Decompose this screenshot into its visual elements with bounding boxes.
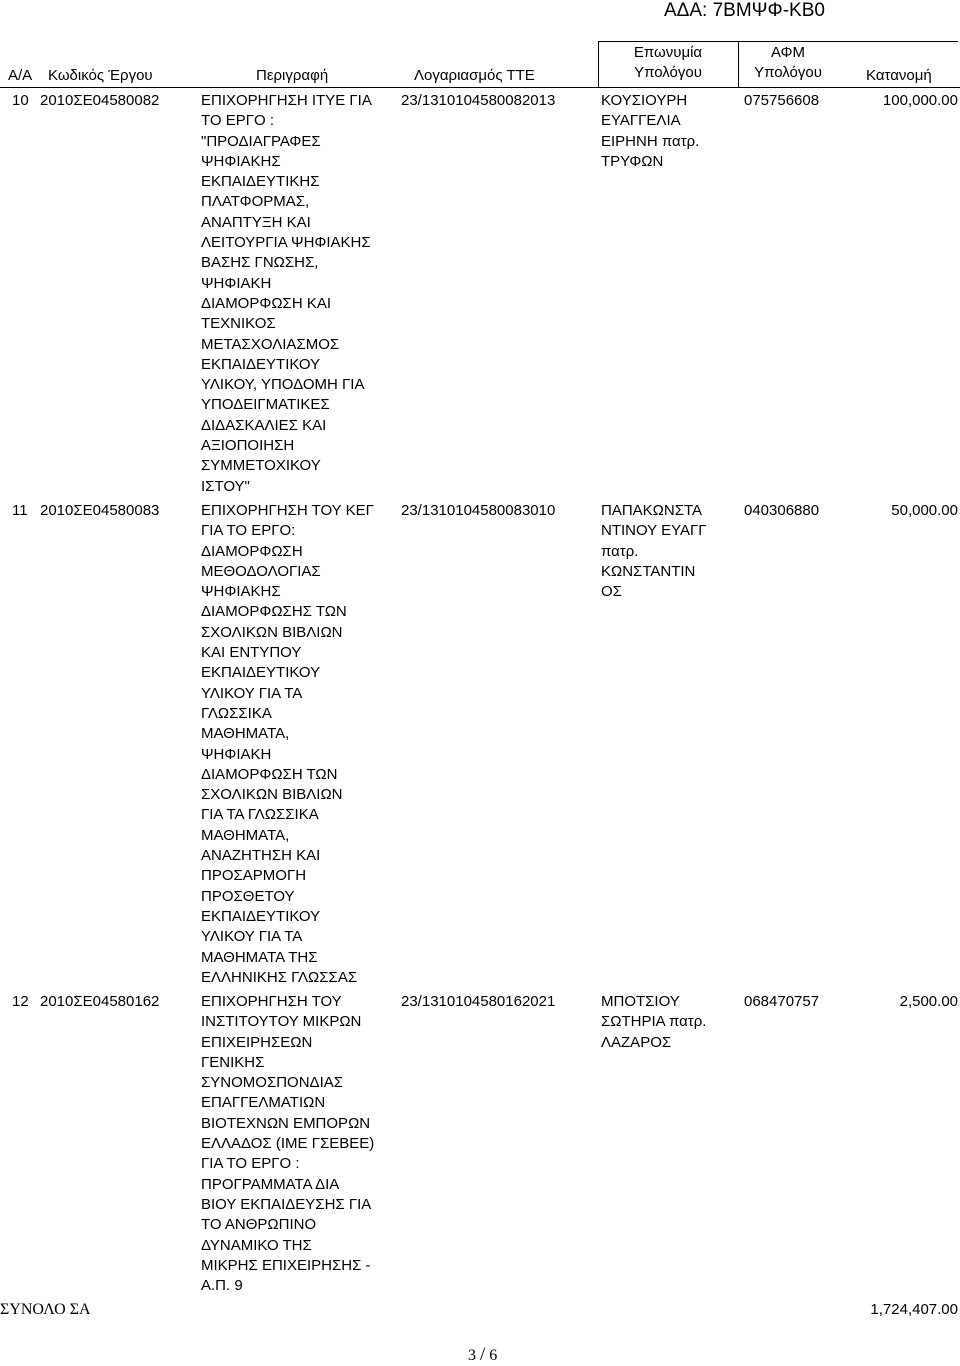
row-12-amount: 2,500.00 [899,993,958,1010]
row-11-amount: 50,000.00 [891,502,958,519]
row-10-code: 2010ΣΕ04580082 [40,92,160,109]
page-current: 3 [468,1347,476,1364]
header-afm-line2: Υπολόγου [754,64,822,81]
row-12-afm: 068470757 [744,993,820,1010]
header-bottom-rule [0,87,960,88]
page-total: 6 [489,1347,498,1364]
ada-code: ΑΔΑ: 7ΒΜΨΦ-ΚΒ0 [664,0,825,21]
row-12-account: 23/1310104580162021 [401,993,556,1010]
row-10-description: ΕΠΙΧΟΡΗΓΗΣΗ ΙΤΥΕ ΓΙΑ ΤΟ ΕΡΓΟ : "ΠΡΟΔΙΑΓΡΑΦΕΣ ΨΗΦΙΑΚΗΣ ΕΚΠΑΙΔΕΥΤΙΚΗΣ ΠΛΑΤΦΟΡΜΑΣ, ΑΝΑΠΤΥΞΗ ΚΑΙ ΛΕΙΤΟΥΡΓΙΑ ΨΗΦΙΑΚΗΣ ΒΑΣΗΣ ΓΝΩΣΗΣ, ΨΗΦΙΑΚΗ ΔΙΑΜΟΡΦΩΣΗ ΚΑΙ ΤΕΧΝΙΚΟΣ ΜΕΤΑΣΧΟΛΙΑΣΜΟΣ ΕΚΠΑΙΔΕΥΤΙΚΟΥ ΥΛΙΚΟΥ, ΥΠΟΔΟΜΗ ΓΙΑ ΥΠΟΔΕΙΓΜΑΤΙΚΕΣ ΔΙΔΑΣΚΑΛΙΕΣ ΚΑΙ ΑΞΙΟΠΟΙΗΣΗ ΣΥΜΜΕΤΟΧΙΚΟΥ ΙΣΤΟΥ" [201,92,372,495]
header-divider-right [738,41,739,88]
row-10-amount: 100,000.00 [882,92,958,109]
row-12-aa: 12 [12,993,29,1010]
row-10-name: ΚΟΥΣΙΟΥΡΗ ΕΥΑΓΓΕΛΙΑ ΕΙΡΗΝΗ πατρ. ΤΡΥΦΩΝ [601,92,700,170]
header-afm [740,43,836,83]
row-10-afm: 075756608 [744,92,820,109]
header-account: Λογαριασμός ΤΤΕ [414,67,535,84]
row-11-account: 23/1310104580083010 [401,502,556,519]
header-aa: Α/Α [8,67,33,84]
row-10-aa: 10 [12,92,29,109]
row-11-description: ΕΠΙΧΟΡΗΓΗΣΗ ΤΟΥ ΚΕΓ ΓΙΑ ΤΟ ΕΡΓΟ: ΔΙΑΜΟΡΦΩΣΗ ΜΕΘΟΔΟΛΟΓΙΑΣ ΨΗΦΙΑΚΗΣ ΔΙΑΜΟΡΦΩΣΗΣ ΤΩΝ ΣΧΟΛΙΚΩΝ ΒΙΒΛΙΩΝ ΚΑΙ ΕΝΤΥΠΟΥ ΕΚΠΑΙΔΕΥΤΙΚΟΥ ΥΛΙΚΟΥ ΓΙΑ ΤΑ ΓΛΩΣΣΙΚΑ ΜΑΘΗΜΑΤΑ, ΨΗΦΙΑΚΗ ΔΙΑΜΟΡΦΩΣΗ ΤΩΝ ΣΧΟΛΙΚΩΝ ΒΙΒΛΙΩΝ ΓΙΑ ΤΑ ΓΛΩΣΣΙΚΑ ΜΑΘΗΜΑΤΑ, ΑΝΑΖΗΤΗΣΗ ΚΑΙ ΠΡΟΣΑΡΜΟΓΗ ΠΡΟΣΘΕΤΟΥ ΕΚΠΑΙΔΕΥΤΙΚΟΥ ΥΛΙΚΟΥ ΓΙΑ ΤΑ ΜΑΘΗΜΑΤΑ ΤΗΣ ΕΛΛΗΝΙΚΗΣ ΓΛΩΣΣΑΣ [201,502,374,986]
row-11-aa: 11 [12,502,28,519]
total-amount: 1,724,407.00 [870,1301,958,1318]
row-12-description: ΕΠΙΧΟΡΗΓΗΣΗ ΤΟΥ ΙΝΣΤΙΤΟΥΤΟΥ ΜΙΚΡΩΝ ΕΠΙΧΕΙΡΗΣΕΩΝ ΓΕΝΙΚΗΣ ΣΥΝΟΜΟΣΠΟΝΔΙΑΣ ΕΠΑΓΓΕΛΜΑΤΙΩΝ ΒΙΟΤΕΧΝΩΝ ΕΜΠΟΡΩΝ ΕΛΛΑΔΟΣ (ΙΜΕ ΓΣΕΒΕΕ) ΓΙΑ ΤΟ ΕΡΓΟ : ΠΡΟΓΡΑΜΜΑΤΑ ΔΙΑ ΒΙΟΥ ΕΚΠΑΙΔΕΥΣΗΣ ΓΙΑ ΤΟ ΑΝΘΡΩΠΙΝΟ ΔΥΝΑΜΙΚΟ ΤΗΣ ΜΙΚΡΗΣ ΕΠΙΧΕΙΡΗΣΗΣ - Α.Π. 9 [201,993,375,1295]
row-12-name: ΜΠΟΤΣΙΟΥ ΣΩΤΗΡΙΑ πατρ. ΛΑΖΑΡΟΣ [601,993,707,1051]
row-10-account: 23/1310104580082013 [401,92,556,109]
header-name [600,43,736,83]
header-afm-line1: ΑΦΜ [770,44,806,61]
row-11-name: ΠΑΠΑΚΩΝΣΤΑ ΝΤΙΝΟΥ ΕΥΑΓΓ πατρ. ΚΩΝΣΤΑΝΤΙΝ ΟΣ [601,502,707,601]
page-indicator [468,1345,497,1366]
header-description: Περιγραφή [256,67,329,84]
header-amount: Κατανομή [866,67,932,84]
total-label: ΣΥΝΟΛΟ ΣΑ [0,1301,91,1318]
row-11-afm: 040306880 [744,502,820,519]
header-top-rule [598,41,958,42]
header-project-code: Κωδικός Έργου [48,67,153,84]
header-name-line1: Επωνυμία [633,44,703,61]
header-divider-left [598,41,599,88]
row-12-code: 2010ΣΕ04580162 [40,993,160,1010]
header-name-line2: Υπολόγου [634,64,702,81]
page-separator: / [480,1344,486,1365]
row-11-code: 2010ΣΕ04580083 [40,502,160,519]
